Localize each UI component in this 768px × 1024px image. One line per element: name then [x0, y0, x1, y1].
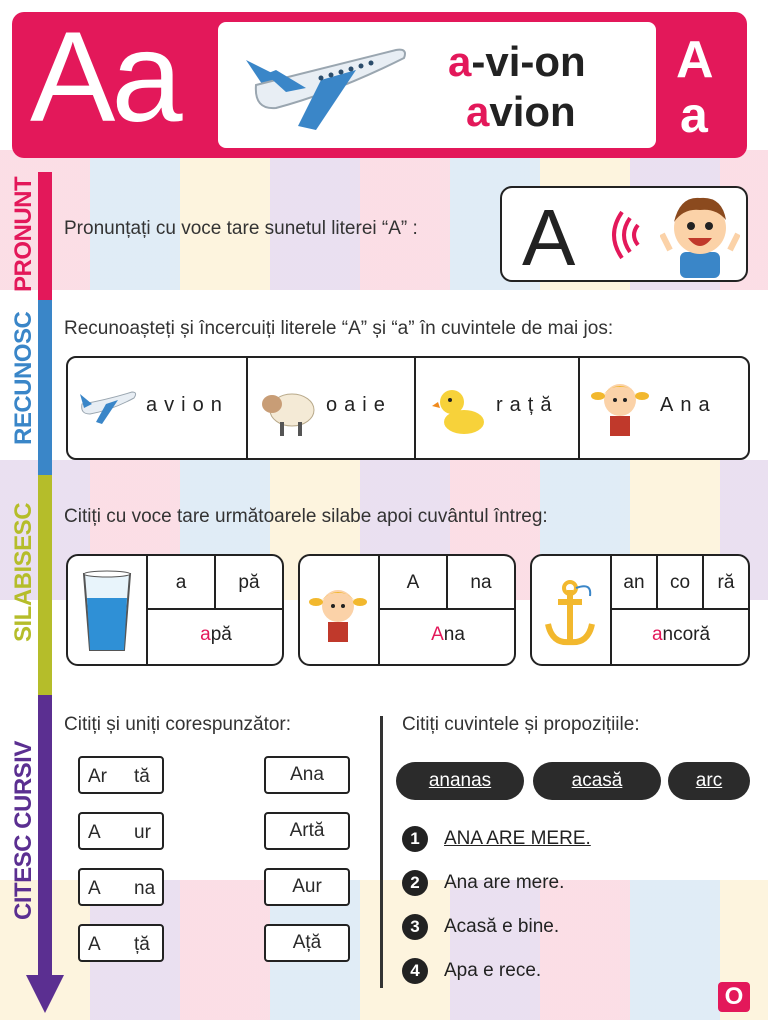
section-bar-citesc: [38, 695, 52, 980]
recognize-word: oaie: [326, 394, 392, 416]
boy-icon: [660, 190, 740, 280]
section-label-citesc: CITESC CURSIV: [10, 741, 37, 920]
syllable-group: [530, 554, 750, 666]
sentence: Ana are mere.: [444, 872, 565, 893]
syllable-word: apă: [200, 624, 232, 645]
syllable-group: [66, 554, 284, 666]
section-bar-pronunt: [38, 172, 52, 300]
read-word-pill: arc: [668, 762, 750, 800]
sentence-number: 4: [402, 958, 428, 984]
girl-icon: [308, 578, 368, 648]
syllable-group: [298, 554, 516, 666]
sentence: ANA ARE MERE.: [444, 828, 591, 849]
syllables-instruction: Citiți cu voce tare următoarele silabe apoi cuvântul întreg:: [64, 506, 548, 527]
column-divider: [380, 716, 383, 988]
section-bar-recunosc: [38, 300, 52, 475]
header-uppercase-letter: A: [676, 31, 714, 89]
syllable: na: [470, 572, 492, 593]
arrow-down-icon: [26, 975, 64, 1015]
match-left-item[interactable]: A ur: [78, 812, 164, 850]
duck-icon: [432, 382, 488, 438]
sentence-number: 2: [402, 870, 428, 896]
pronounce-instruction: Pronunțați cu voce tare sunetul literei “A” :: [64, 218, 418, 239]
recognize-table: [66, 356, 750, 460]
pronounce-box: [500, 186, 748, 282]
sentence: Acasă e bine.: [444, 916, 560, 937]
syllable: pă: [238, 572, 260, 593]
recognize-instruction: Recunoașteți și încercuiți literele “A” și “a” în cuvintele de mai jos:: [64, 318, 614, 339]
recognize-word: rață: [496, 394, 559, 416]
pronounce-letter: A: [522, 193, 576, 282]
match-right-item[interactable]: Aur: [264, 868, 350, 906]
sentence-number: 1: [402, 826, 428, 852]
syllable: a: [175, 572, 187, 593]
syllable: co: [669, 572, 691, 593]
header-word-box: [218, 22, 656, 148]
match-left-item[interactable]: A na: [78, 868, 164, 906]
syllable: ră: [717, 572, 735, 593]
match-instruction: Citiți și uniți corespunzător:: [64, 714, 292, 735]
syllable-word: ancoră: [651, 624, 711, 645]
section-label-recunosc: RECUNOSC: [10, 311, 37, 445]
read-instruction: Citiți cuvintele și propozițiile:: [402, 714, 640, 735]
syllable: an: [623, 572, 645, 593]
sentence: Apa e rece.: [444, 960, 542, 981]
syllable-word: Ana: [431, 624, 465, 645]
water-glass-icon: [80, 570, 134, 654]
match-right-item[interactable]: Ață: [264, 924, 350, 962]
header-word: avion: [466, 88, 576, 135]
section-label-pronunt: PRONUNT: [10, 176, 37, 292]
match-right-item[interactable]: Artă: [264, 812, 350, 850]
read-word-pill: ananas: [396, 762, 524, 800]
airplane-icon: [226, 30, 416, 140]
sheep-icon: [258, 380, 318, 440]
anchor-icon: [540, 580, 600, 650]
section-label-silabisesc: SILABISESC: [10, 502, 37, 642]
brand-logo: O: [718, 982, 750, 1012]
syllable: A: [406, 572, 420, 593]
sentence-number: 3: [402, 914, 428, 940]
match-left-item[interactable]: A ță: [78, 924, 164, 962]
match-right-item[interactable]: Ana: [264, 756, 350, 794]
header-lowercase-letter: a: [680, 87, 708, 143]
sound-waves-icon: [608, 210, 658, 260]
header-syllables: a-vi-on: [448, 38, 586, 85]
airplane-icon: [76, 388, 138, 428]
recognize-word: avion: [146, 394, 229, 416]
match-left-item[interactable]: Ar tă: [78, 756, 164, 794]
big-letters: Aa: [30, 6, 179, 149]
recognize-word: Ana: [660, 394, 717, 416]
section-bar-silabisesc: [38, 475, 52, 695]
girl-icon: [590, 372, 650, 442]
read-word-pill: acasă: [533, 762, 661, 800]
